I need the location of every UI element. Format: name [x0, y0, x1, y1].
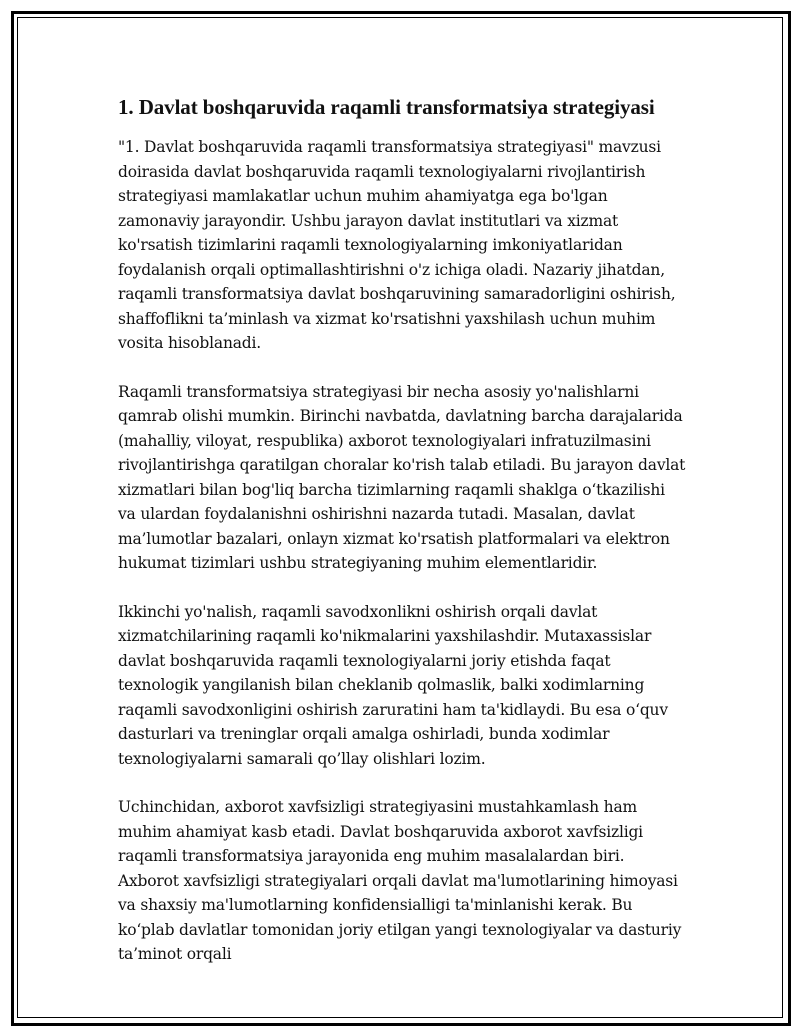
- section-heading: 1. Davlat boshqaruvida raqamli transformatsiya strategiyasi: [118, 95, 655, 119]
- paragraph-info-security: Uchinchidan, axborot xavfsizligi strategiyasini mustahkamlash ham muhim ahamiyat kasb etadi. Davlat boshqaruvida axborot xavfsizligi raqamli transformatsiya jarayonida eng muhim masalalardan biri. Axborot xavfsizligi strategiyalari orqali davlat ma'lumotlarining himoyasi va shaxsiy ma'lumotlarning konfidensialligi ta'minlanishi kerak. Bu ko‘plab davlatlar tomonidan joriy etilgan yangi texnologiyalar va dasturiy ta’minot orqali: [118, 798, 682, 963]
- paragraph-digital-literacy: Ikkinchi yo'nalish, raqamli savodxonlikni oshirish orqali davlat xizmatchilarining raqamli ko'nikmalarini yaxshilashdir. Mutaxassislar davlat boshqaruvida raqamli texnologiyalarni joriy etishda faqat texnologik yangilanish bilan cheklanib qolmaslik, balki xodimlarning raqamli savodxonligini oshirish zaruratini ham ta'kidlaydi. Bu esa o‘quv dasturlari va treninglar orqali amalga oshirladi, bunda xodimlar texnologiyalarni samarali qo’llay olishlari lozim.: [118, 602, 668, 768]
- paragraph-directions: Raqamli transformatsiya strategiyasi bir necha asosiy yo'nalishlarni qamrab olishi mumkin. Birinchi navbatda, davlatning barcha darajalarida (mahalliy, viloyat, respublika) axborot texnologiyalari infratuzilmasini rivojlantirishga qaratilgan choralar ko'rish talab etiladi. Bu jarayon davlat xizmatlari bilan bog'liq barcha tizimlarning raqamli shaklga o‘tkazilishi va ulardan foydalanishni oshirishni nazarda tutadi. Masalan, davlat ma’lumotlar bazalari, onlayn xizmat ko'rsatish platformalari va elektron hukumat tizimlari ushbu strategiyaning muhim elementlaridir.: [118, 382, 686, 572]
- paragraph-intro: "1. Davlat boshqaruvida raqamli transformatsiya strategiyasi" mavzusi doirasida davlat boshqaruvida raqamli texnologiyalarni rivojlantirish strategiyasi mamlakatlar uchun muhim ahamiyatga ega bo'lgan zamonaviy jarayondir. Ushbu jarayon davlat institutlari va xizmat ko'rsatish tizimlarini raqamli texnologiyalarning imkoniyatlaridan foydalanish orqali optimallashtirishni o'z ichiga oladi. Nazariy jihatdan, raqamli transformatsiya davlat boshqaruvining samaradorligini oshirish, shaffoflikni ta’minlash va xizmat ko'rsatishni yaxshilash uchun muhim vosita hisoblanadi.: [118, 138, 676, 352]
- page-content: [118, 93, 686, 991]
